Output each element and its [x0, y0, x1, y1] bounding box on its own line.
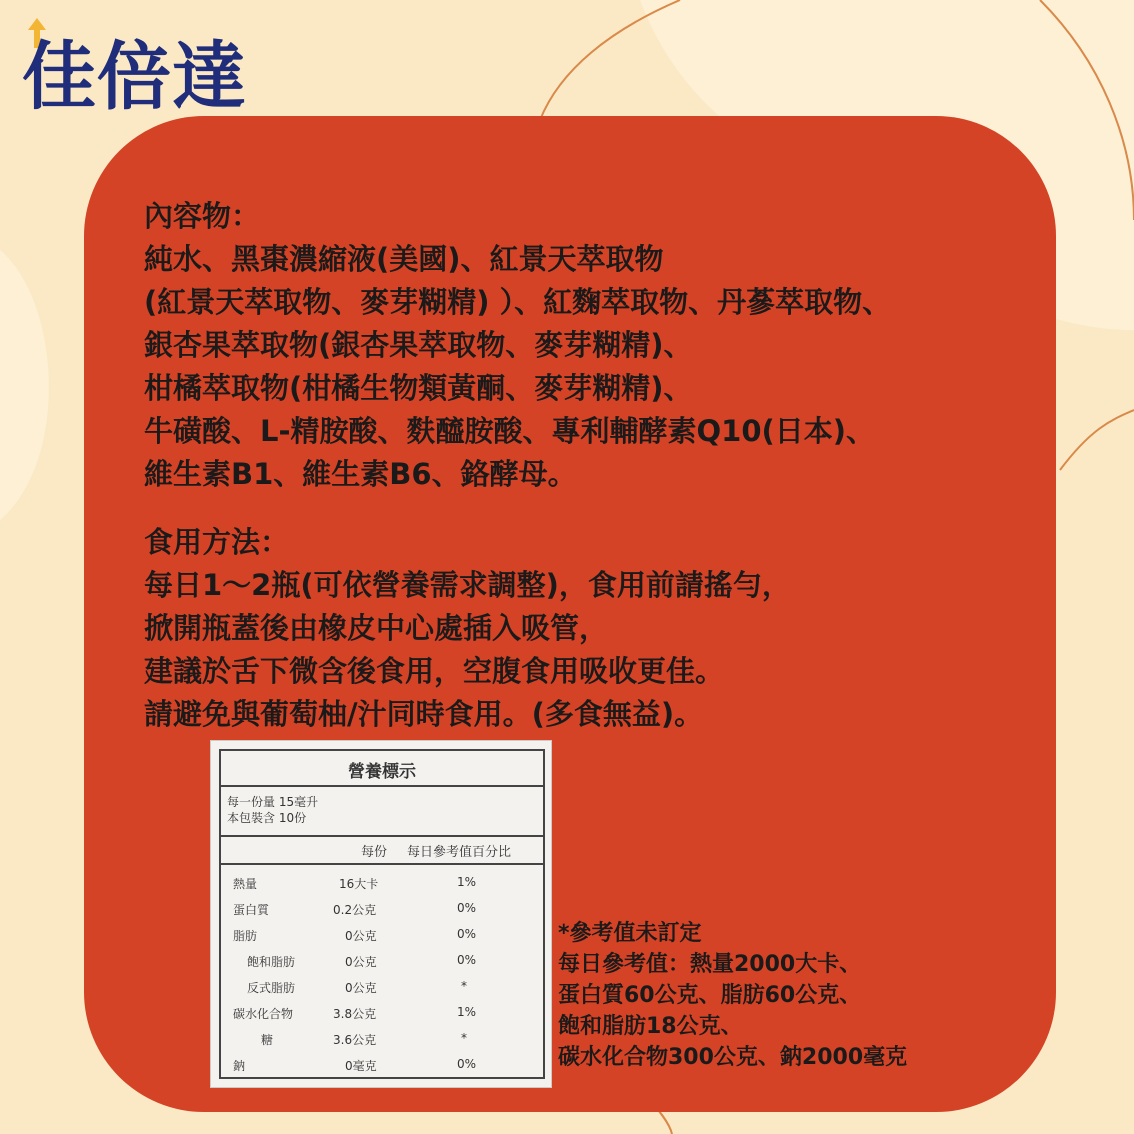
nutrient-value: 0公克: [345, 929, 377, 943]
nutrient-value: 0.2公克: [333, 903, 377, 917]
servings-per-package: 本包裝含 10份: [227, 811, 307, 825]
nutrition-row: [221, 1031, 543, 1057]
nutrient-pct: 0%: [457, 901, 477, 915]
nutrition-row: [221, 875, 543, 901]
footnote-line: 飽和脂肪18公克、: [558, 1014, 743, 1039]
nutrient-pct: 1%: [457, 1005, 477, 1019]
divider: [221, 863, 543, 865]
nutrient-value: 0公克: [345, 955, 377, 969]
footnote-line: 蛋白質60公克、脂肪60公克、: [558, 983, 862, 1008]
nutrition-table: [219, 749, 545, 1079]
ingredients-line: (紅景天萃取物、麥芽糊精) ）、紅麴萃取物、丹蔘萃取物、: [144, 285, 892, 319]
nutrient-pct: 0%: [457, 927, 477, 941]
nutrient-pct: *: [461, 979, 467, 993]
usage-line: 請避免與葡萄柚/汁同時食用。(多食無益)。: [144, 697, 704, 731]
column-header-per-serving: 每份: [361, 845, 388, 860]
nutrient-name: 反式脂肪: [247, 981, 296, 995]
footnote-line: *參考值未訂定: [558, 921, 702, 946]
serving-size: 每一份量 15毫升: [227, 795, 319, 809]
usage-heading: 食用方法：: [144, 525, 290, 559]
nutrition-row: [221, 1005, 543, 1031]
ingredients-heading: 內容物：: [144, 199, 261, 233]
background-blob-left: [0, 250, 49, 520]
nutrient-pct: *: [461, 1031, 467, 1045]
ingredients-line: 銀杏果萃取物(銀杏果萃取物、麥芽糊精)、: [144, 328, 693, 362]
nutrient-name: 糖: [261, 1033, 274, 1047]
ingredients-line: 純水、黑棗濃縮液(美國)、紅景天萃取物: [144, 242, 664, 276]
nutrient-pct: 0%: [457, 1057, 477, 1071]
nutrient-name: 碳水化合物: [233, 1007, 294, 1021]
usage-line: 建議於舌下微含後食用，空腹食用吸收更佳。: [144, 654, 725, 688]
nutrient-value: 0毫克: [345, 1059, 377, 1073]
nutrient-name: 脂肪: [233, 929, 258, 943]
nutrient-pct: 0%: [457, 953, 477, 967]
divider: [221, 835, 543, 837]
nutrient-value: 3.8公克: [333, 1007, 377, 1021]
footnote-line: 碳水化合物300公克、鈉2000毫克: [558, 1045, 908, 1070]
nutrition-row: [221, 979, 543, 1005]
usage-section: [144, 521, 791, 736]
nutrition-title: 營養標示: [348, 762, 416, 782]
nutrient-value: 3.6公克: [333, 1033, 377, 1047]
nutrient-name: 熱量: [233, 877, 258, 891]
ingredients-line: 牛磺酸、L-精胺酸、麩醯胺酸、專利輔酵素Q10(日本)、: [144, 414, 876, 448]
nutrition-row: [221, 1057, 543, 1083]
usage-line: 每日1～2瓶(可依營養需求調整)，食用前請搖勻，: [144, 568, 791, 602]
ingredients-section: [144, 195, 891, 496]
ingredients-line: 柑橘萃取物(柑橘生物類黃酮、麥芽糊精)、: [144, 371, 693, 405]
reference-footnote: [558, 918, 907, 1073]
column-header-daily-pct: 每日參考值百分比: [407, 845, 512, 860]
brand-logo: 佳倍達: [22, 34, 247, 120]
nutrient-name: 蛋白質: [233, 903, 270, 917]
nutrient-name: 飽和脂肪: [247, 955, 296, 969]
nutrient-name: 鈉: [233, 1059, 246, 1073]
nutrient-pct: 1%: [457, 875, 477, 889]
nutrient-value: 16大卡: [339, 877, 379, 891]
divider: [221, 785, 543, 787]
nutrition-row: [221, 901, 543, 927]
nutrition-row: [221, 953, 543, 979]
nutrient-value: 0公克: [345, 981, 377, 995]
nutrition-row: [221, 927, 543, 953]
usage-line: 掀開瓶蓋後由橡皮中心處插入吸管，: [144, 611, 609, 645]
nutrition-label: [210, 740, 552, 1088]
ingredients-line: 維生素B1、維生素B6、鉻酵母。: [144, 457, 577, 491]
footnote-line: 每日參考值：熱量2000大卡、: [558, 952, 862, 977]
